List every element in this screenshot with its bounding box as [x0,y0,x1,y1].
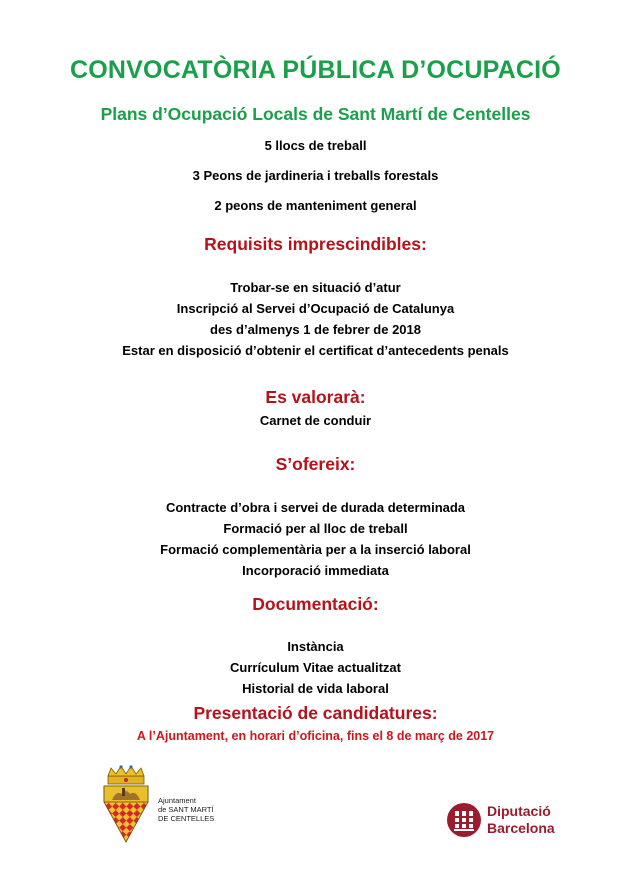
documentation-heading: Documentació: [252,594,379,614]
positions-total: 5 llocs de treball [264,138,367,153]
requirements-heading: Requisits imprescindibles: [204,234,427,254]
requirement-item: des d’almenys 1 de febrer de 2018 [210,322,421,337]
valued-heading: Es valorarà: [265,387,366,407]
positions-gardening: 3 Peons de jardineria i treballs forestals [192,168,439,183]
submission-note: A l’Ajuntament, en horari d’oficina, fins el 8 de març de 2017 [136,729,495,743]
diputacio-name-line: Barcelona [487,820,555,836]
diputacio-name-line: Diputació [487,803,551,819]
positions-maintenance: 2 peons de manteniment general [214,198,417,213]
documentation-item: Historial de vida laboral [242,681,389,696]
requirement-item: Inscripció al Servei d’Ocupació de Catalunya [176,301,455,316]
offer-item: Incorporació immediata [242,563,389,578]
municipality-name-line: DE CENTELLES [158,814,215,823]
offers-heading: S’ofereix: [275,454,356,474]
municipality-logo [98,764,288,844]
diputacio-emblem-icon [446,802,482,838]
municipality-name-line: de SANT MARTÍ [158,805,214,814]
documentation-item: Instància [287,639,344,654]
municipality-name [158,796,214,823]
municipality-name-line: Ajuntament [158,796,196,805]
valued-item: Carnet de conduir [259,413,372,428]
requirement-item: Estar en disposició d’obtenir el certificat d’antecedents penals [122,343,509,358]
offer-item: Formació per al lloc de treball [223,521,408,536]
offer-item: Contracte d’obra i servei de durada determinada [165,500,466,515]
offer-item: Formació complementària per a la inserció laboral [160,542,471,557]
documentation-item: Currículum Vitae actualitzat [230,660,401,675]
submission-heading: Presentació de candidatures: [193,703,438,723]
diputacio-name [487,803,555,837]
requirement-item: Trobar-se en situació d’atur [230,280,401,295]
diputacio-logo [446,802,576,842]
municipality-crest-icon [98,764,154,844]
page-subtitle: Plans d’Ocupació Locals de Sant Martí de Centelles [100,104,531,124]
page-title: CONVOCATÒRIA PÚBLICA D’OCUPACIÓ [70,56,561,84]
